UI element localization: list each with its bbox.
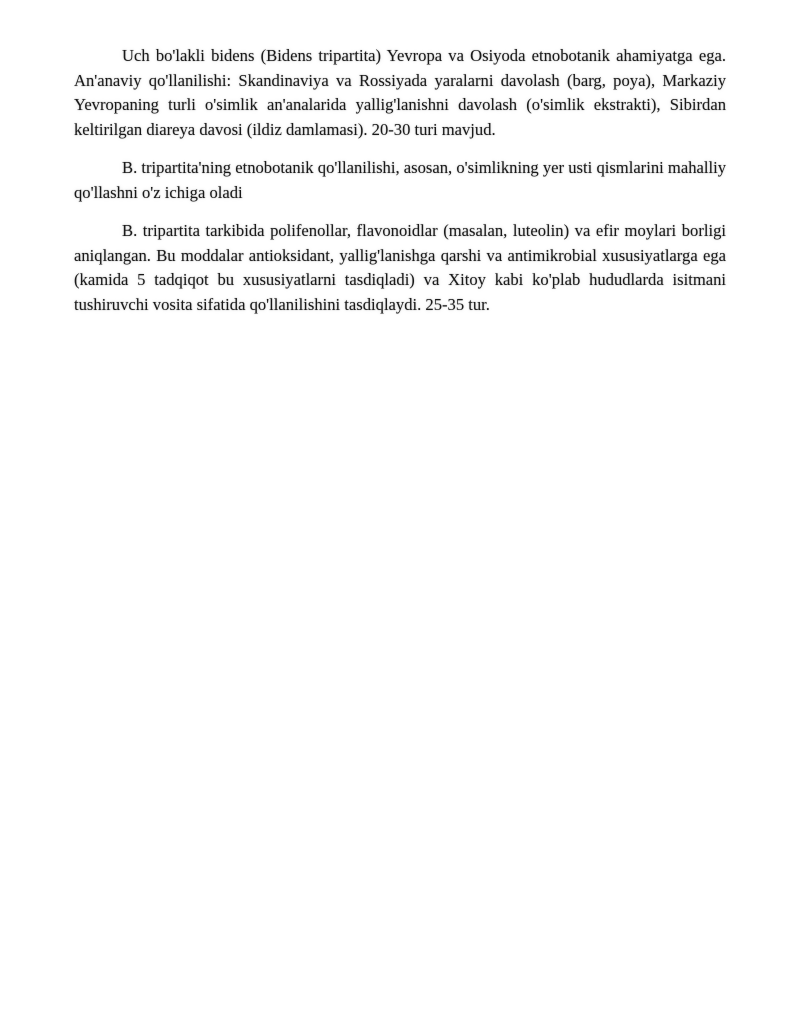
paragraph-ethnobotany-overview: Uch bo'lakli bidens (Bidens tripartita) Yevropa va Osiyoda etnobotanik ahamiyatga ega. An'anaviy qo'llanilishi: Skandinaviya va Rossiyada yaralarni davolash (barg, poya), Markaziy Yevropaning turli o'simlik an'analarida yallig'lanishni davolash (o'simlik ekstrakti), Sibirdan keltirilgan diareya davosi (ildiz damlamasi). 20-30 turi mavjud. [74, 46, 726, 139]
document-page [74, 44, 726, 331]
paragraph-local-use: B. tripartita'ning etnobotanik qo'llanilishi, asosan, o'simlikning yer usti qismlarini mahalliy qo'llashni o'z ichiga oladi [74, 158, 726, 202]
paragraph-chemical-composition: B. tripartita tarkibida polifenollar, flavonoidlar (masalan, luteolin) va efir moylari borligi aniqlangan. Bu moddalar antioksidant, yallig'lanishga qarshi va antimikrobial xususiyatlarga ega (kamida 5 tadqiqot bu xususiyatlarni tasdiqladi) va Xitoy kabi ko'plab hududlarda isitmani tushiruvchi vosita sifatida qo'llanilishini tasdiqlaydi. 25-35 tur. [74, 221, 726, 314]
